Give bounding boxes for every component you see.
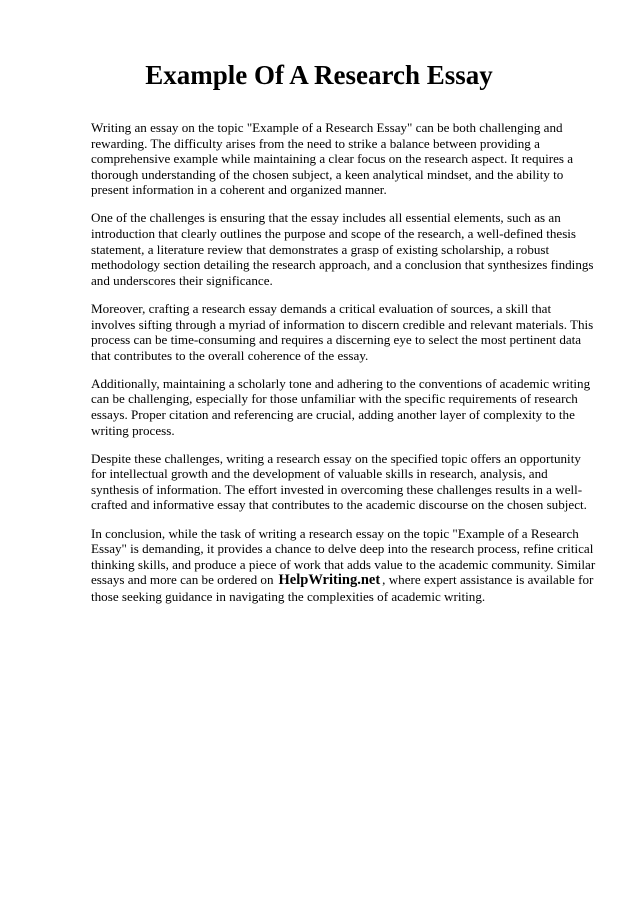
conclusion-text-after-link: , where expert assistance is available for those seeking guidance in navigating the complexities of academic writing. [91,572,594,604]
paragraph-4: Additionally, maintaining a scholarly tone and adhering to the conventions of academic writing can be challenging, especially for those unfamiliar with the specific requirements of research essays. Proper citation and referencing are crucial, adding another layer of complexity to the writing process. [91,375,591,438]
document-title: Example Of A Research Essay [145,60,493,90]
paragraph-2: One of the challenges is ensuring that the essay includes all essential elements, such as an introduction that clearly outlines the purpose and scope of the research, a well-defined thesis statement, a literature review that demonstrates a grasp of existing scholarship, a robust methodology section detailing the research approach, and a conclusion that synthesizes findings and underscores their significance. [91,210,594,288]
conclusion-paragraph [91,526,596,605]
conclusion-text-before-link: In conclusion, while the task of writing a research essay on the topic "Example of a Research Essay" is demanding, it provides a chance to delve deep into the research process, refine critical thinking skills, and produce a piece of work that adds value to the academic community. Similar essays and more can be ordered on [91,525,596,588]
document-body [91,120,596,617]
paragraph-3: Moreover, crafting a research essay demands a critical evaluation of sources, a skill that involves sifting through a myriad of information to discern credible and relevant materials. This process can be time-consuming and requires a discerning eye to select the most pertinent data that contributes to the overall coherence of the essay. [91,300,594,363]
paragraph-1: Writing an essay on the topic "Example of a Research Essay" can be both challenging and rewarding. The difficulty arises from the need to strike a balance between providing a comprehensive example while maintaining a clear focus on the research aspect. It requires a thorough understanding of the chosen subject, a keen analytical mindset, and the ability to present information in a coherent and organized manner. [91,120,574,198]
paragraph-5: Despite these challenges, writing a research essay on the specified topic offers an opportunity for intellectual growth and the development of valuable skills in research, analysis, and synthesis of information. The effort invested in overcoming these challenges results in a well-crafted and informative essay that contributes to the academic discourse on the chosen subject. [91,450,587,513]
helpwriting-link[interactable]: HelpWriting.net [278,572,381,589]
